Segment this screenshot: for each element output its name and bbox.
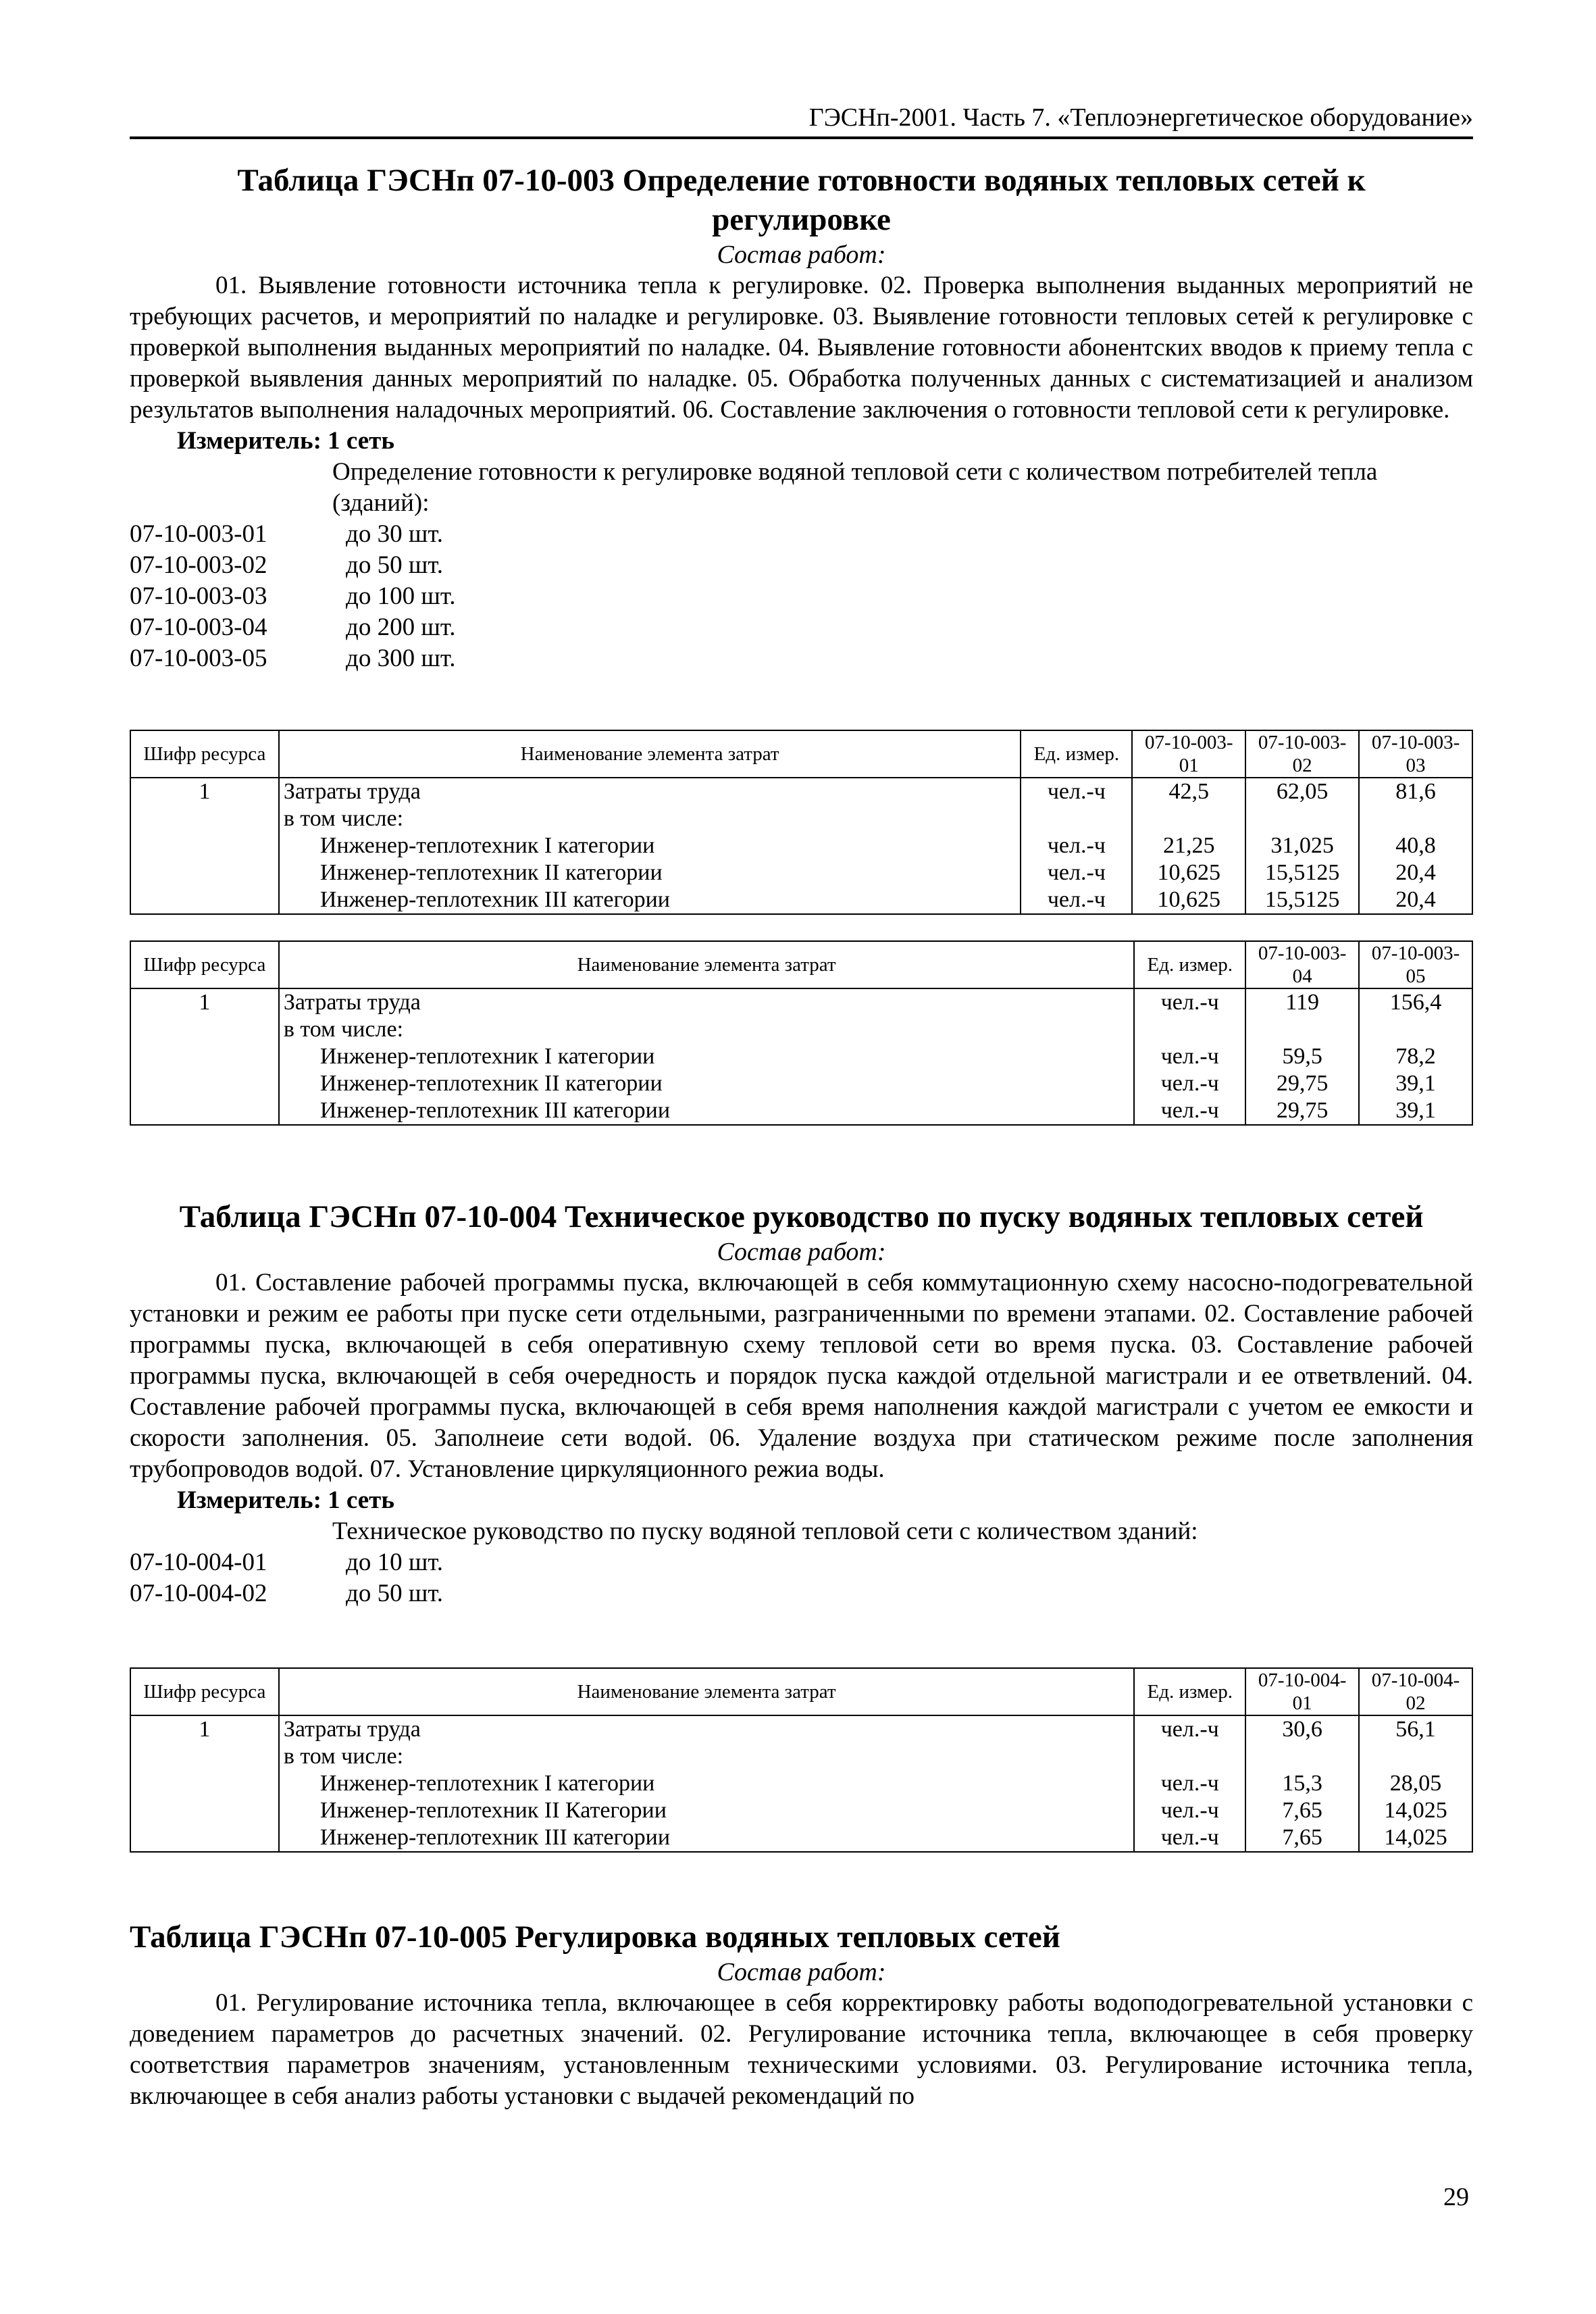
variant-row (130, 1578, 1473, 1609)
section-paragraph: 01. Составление рабочей программы пуска, включающей в себя коммутационную схему насосно-подогревательной установки и режим ее работы при пуске сети отдельными, разграниченными по времени этапами. 02. Составление рабочей программы пуска, включающей в себя оперативную схему тепловой сети во время пуска. 03. Составление рабочей программы пуска, включающей в себя очередность и порядок пуска каждой отдельной магистрали и ее ответвлений. 04. Составление рабочей программы пуска, включающей в себя время наполнения каждой магистрали с учетом ее емкости и скорости заполнения. 05. Заполнеие сети водой. 06. Удаление воздуха при статическом режиме после заполнения трубопроводов водой. 07. Установление циркуляционного режиа воды. (130, 1269, 1473, 1483)
cell-name: Инженер-теплотехник II категории (279, 859, 1021, 886)
section-subtitle: Состав работ: (717, 1958, 886, 1986)
resource-table (130, 940, 1473, 1126)
cell-value: 62,05 (1245, 778, 1359, 805)
cell-value: 30,6 (1245, 1715, 1359, 1743)
cell-unit: чел.-ч (1134, 988, 1245, 1016)
cell-code (130, 805, 279, 832)
cell-unit (1134, 1016, 1245, 1043)
table-row (130, 1770, 1472, 1797)
cell-value: 29,75 (1245, 1097, 1359, 1125)
variant-row (130, 550, 1473, 581)
cell-unit: чел.-ч (1134, 1097, 1245, 1125)
table-row (130, 1743, 1472, 1770)
cell-value: 39,1 (1359, 1097, 1472, 1125)
cell-value: 14,025 (1359, 1797, 1472, 1824)
cell-code (130, 1824, 279, 1852)
variant-code: 07-10-003-04 (130, 613, 267, 641)
cell-value: 15,3 (1245, 1770, 1359, 1797)
resource-table-07-10-003-b (130, 940, 1473, 1126)
cell-code: 1 (130, 1715, 279, 1743)
cell-value: 40,8 (1359, 832, 1472, 859)
header-name: Наименование элемента затрат (279, 730, 1021, 778)
page-number: 29 (1443, 2183, 1469, 2211)
cell-name: Инженер-теплотехник III категории (279, 886, 1021, 914)
header-unit: Ед. измер. (1134, 941, 1245, 988)
cell-unit: чел.-ч (1134, 1770, 1245, 1797)
header-code: Шифр ресурса (130, 730, 279, 778)
cell-value: 78,2 (1359, 1043, 1472, 1070)
cell-code (130, 1770, 279, 1797)
table-row (130, 988, 1472, 1016)
section-07-10-005 (130, 1917, 1473, 2112)
cell-value: 28,05 (1359, 1770, 1472, 1797)
measurer: Измеритель: 1 сеть (177, 1486, 394, 1514)
section-paragraph: 01. Регулирование источника тепла, включающее в себя корректировку работы водоподогревательной установки с доведением параметров до расчетных значений. 02. Регулирование источника тепла, включающее в себя проверку соответствия параметров значениям, установленным техническими условиями. 03. Регулирование источника тепла, включающее в себя анализ работы установки с выдачей рекомендаций по (130, 1989, 1473, 2110)
header-column: 07-10-003-05 (1359, 941, 1472, 988)
variant-code: 07-10-003-02 (130, 551, 267, 579)
cell-value (1245, 1743, 1359, 1770)
cell-value: 81,6 (1359, 778, 1472, 805)
cell-value: 20,4 (1359, 886, 1472, 914)
cell-unit: чел.-ч (1134, 1070, 1245, 1097)
variant-text: до 10 шт. (346, 1549, 443, 1576)
cell-unit: чел.-ч (1021, 778, 1132, 805)
cell-code (130, 859, 279, 886)
cell-value: 21,25 (1132, 832, 1245, 859)
cell-name: Инженер-теплотехник I категории (279, 832, 1021, 859)
cell-name: Инженер-теплотехник II категории (279, 1070, 1134, 1097)
measurer: Измеритель: 1 сеть (177, 427, 394, 455)
table-row (130, 1797, 1472, 1824)
variant-text: до 50 шт. (346, 551, 443, 579)
variant-text: до 30 шт. (346, 520, 443, 548)
header-column: 07-10-003-03 (1359, 730, 1472, 778)
header-name: Наименование элемента затрат (279, 941, 1134, 988)
section-title: Таблица ГЭСНп 07-10-004 Техническое руководство по пуску водяных тепловых сетей (179, 1199, 1424, 1234)
cell-name: в том числе: (279, 1016, 1134, 1043)
header-name: Наименование элемента затрат (279, 1668, 1134, 1715)
cell-unit (1134, 1743, 1245, 1770)
header-column: 07-10-003-02 (1245, 730, 1359, 778)
table-row (130, 1043, 1472, 1070)
variant-text: до 100 шт. (346, 582, 456, 610)
cell-value (1359, 1016, 1472, 1043)
cell-value: 31,025 (1245, 832, 1359, 859)
resource-table-07-10-003-a (130, 730, 1473, 915)
cell-code (130, 1070, 279, 1097)
table-row (130, 1715, 1472, 1743)
cell-value: 59,5 (1245, 1043, 1359, 1070)
cell-unit: чел.-ч (1134, 1043, 1245, 1070)
variant-row (130, 519, 1473, 550)
cell-unit: чел.-ч (1021, 832, 1132, 859)
section-title-line-1: Таблица ГЭСНп 07-10-003 Определение готовности водяных тепловых сетей к (237, 163, 1366, 198)
cell-name: Инженер-теплотехник I категории (279, 1043, 1134, 1070)
cell-code (130, 1743, 279, 1770)
cell-value: 15,5125 (1245, 859, 1359, 886)
variants-intro: Определение готовности к регулировке водяной тепловой сети с количеством потребителей тепла (зданий): (332, 458, 1378, 517)
cell-value: 119 (1245, 988, 1359, 1016)
running-header: ГЭСНп-2001. Часть 7. «Теплоэнергетическое оборудование» (808, 103, 1473, 132)
variant-code: 07-10-003-05 (130, 645, 267, 672)
cell-code (130, 1797, 279, 1824)
variant-row (130, 581, 1473, 612)
cell-name: Инженер-теплотехник I категории (279, 1770, 1134, 1797)
cell-name: Инженер-теплотехник III категории (279, 1824, 1134, 1852)
cell-value (1245, 1016, 1359, 1043)
table-row (130, 1097, 1472, 1125)
variant-text: до 200 шт. (346, 613, 456, 641)
cell-code: 1 (130, 988, 279, 1016)
table-row (130, 778, 1472, 805)
cell-value: 10,625 (1132, 859, 1245, 886)
cell-value: 10,625 (1132, 886, 1245, 914)
cell-value: 29,75 (1245, 1070, 1359, 1097)
cell-name: в том числе: (279, 1743, 1134, 1770)
table-row (130, 1016, 1472, 1043)
header-column: 07-10-003-04 (1245, 941, 1359, 988)
cell-value (1132, 805, 1245, 832)
cell-name: Затраты труда (279, 988, 1134, 1016)
table-row (130, 805, 1472, 832)
variant-text: до 50 шт. (346, 1580, 443, 1607)
table-row (130, 832, 1472, 859)
header-unit: Ед. измер. (1021, 730, 1132, 778)
header-column: 07-10-003-01 (1132, 730, 1245, 778)
cell-value: 42,5 (1132, 778, 1245, 805)
cell-value (1359, 805, 1472, 832)
header-column: 07-10-004-01 (1245, 1668, 1359, 1715)
cell-value: 39,1 (1359, 1070, 1472, 1097)
resource-table (130, 1667, 1473, 1853)
cell-value: 56,1 (1359, 1715, 1472, 1743)
table-row (130, 886, 1472, 914)
cell-code (130, 1097, 279, 1125)
cell-code (130, 886, 279, 914)
variant-code: 07-10-004-01 (130, 1549, 267, 1576)
cell-unit: чел.-ч (1134, 1824, 1245, 1852)
cell-name: Затраты труда (279, 778, 1021, 805)
cell-value: 7,65 (1245, 1824, 1359, 1852)
variant-row (130, 1547, 1473, 1578)
cell-code (130, 832, 279, 859)
cell-value: 7,65 (1245, 1797, 1359, 1824)
cell-unit (1021, 805, 1132, 832)
section-07-10-004 (130, 1197, 1473, 1609)
cell-value: 20,4 (1359, 859, 1472, 886)
cell-unit: чел.-ч (1134, 1797, 1245, 1824)
header-column: 07-10-004-02 (1359, 1668, 1472, 1715)
variant-code: 07-10-004-02 (130, 1580, 267, 1607)
cell-unit: чел.-ч (1021, 859, 1132, 886)
variants-intro: Техническое руководство по пуску водяной тепловой сети с количеством зданий: (332, 1517, 1198, 1545)
section-subtitle: Состав работ: (717, 1238, 886, 1266)
cell-value (1359, 1743, 1472, 1770)
header-unit: Ед. измер. (1134, 1668, 1245, 1715)
section-paragraph: 01. Выявление готовности источника тепла к регулировке. 02. Проверка выполнения выданных мероприятий не требующих расчетов, и мероприятий по наладке и регулировке. 03. Выявление готовности тепловых сетей к регулировке с проверкой выполнения выданных мероприятий по наладке. 04. Выявление готовности абонентских вводов к приему тепла с проверкой выявления данных мероприятий по наладке. 05. Обработка полученных данных с систематизацией и анализом результатов выполнения наладочных мероприятий. 06. Составление заключения о готовности тепловой сети к регулировке. (130, 272, 1473, 424)
section-title-line-2: регулировке (712, 202, 891, 237)
table-row (130, 1070, 1472, 1097)
section-title (130, 161, 1473, 239)
section-07-10-003 (130, 161, 1473, 674)
header-code: Шифр ресурса (130, 1668, 279, 1715)
section-title: Таблица ГЭСНп 07-10-005 Регулировка водяных тепловых сетей (130, 1919, 1060, 1955)
cell-value: 14,025 (1359, 1824, 1472, 1852)
table-row (130, 1824, 1472, 1852)
variant-row (130, 612, 1473, 643)
cell-value (1245, 805, 1359, 832)
resource-table (130, 730, 1473, 915)
cell-code: 1 (130, 778, 279, 805)
cell-name: в том числе: (279, 805, 1021, 832)
cell-code (130, 1016, 279, 1043)
cell-name: Затраты труда (279, 1715, 1134, 1743)
variant-code: 07-10-003-01 (130, 520, 267, 548)
cell-name: Инженер-теплотехник III категории (279, 1097, 1134, 1125)
header-code: Шифр ресурса (130, 941, 279, 988)
header-rule (130, 136, 1473, 139)
table-row (130, 859, 1472, 886)
variant-text: до 300 шт. (346, 645, 456, 672)
cell-unit: чел.-ч (1021, 886, 1132, 914)
resource-table-07-10-004 (130, 1667, 1473, 1853)
section-subtitle: Состав работ: (717, 241, 886, 269)
cell-value: 15,5125 (1245, 886, 1359, 914)
cell-code (130, 1043, 279, 1070)
variant-code: 07-10-003-03 (130, 582, 267, 610)
variant-row (130, 643, 1473, 674)
cell-value: 156,4 (1359, 988, 1472, 1016)
cell-unit: чел.-ч (1134, 1715, 1245, 1743)
cell-name: Инженер-теплотехник II Категории (279, 1797, 1134, 1824)
